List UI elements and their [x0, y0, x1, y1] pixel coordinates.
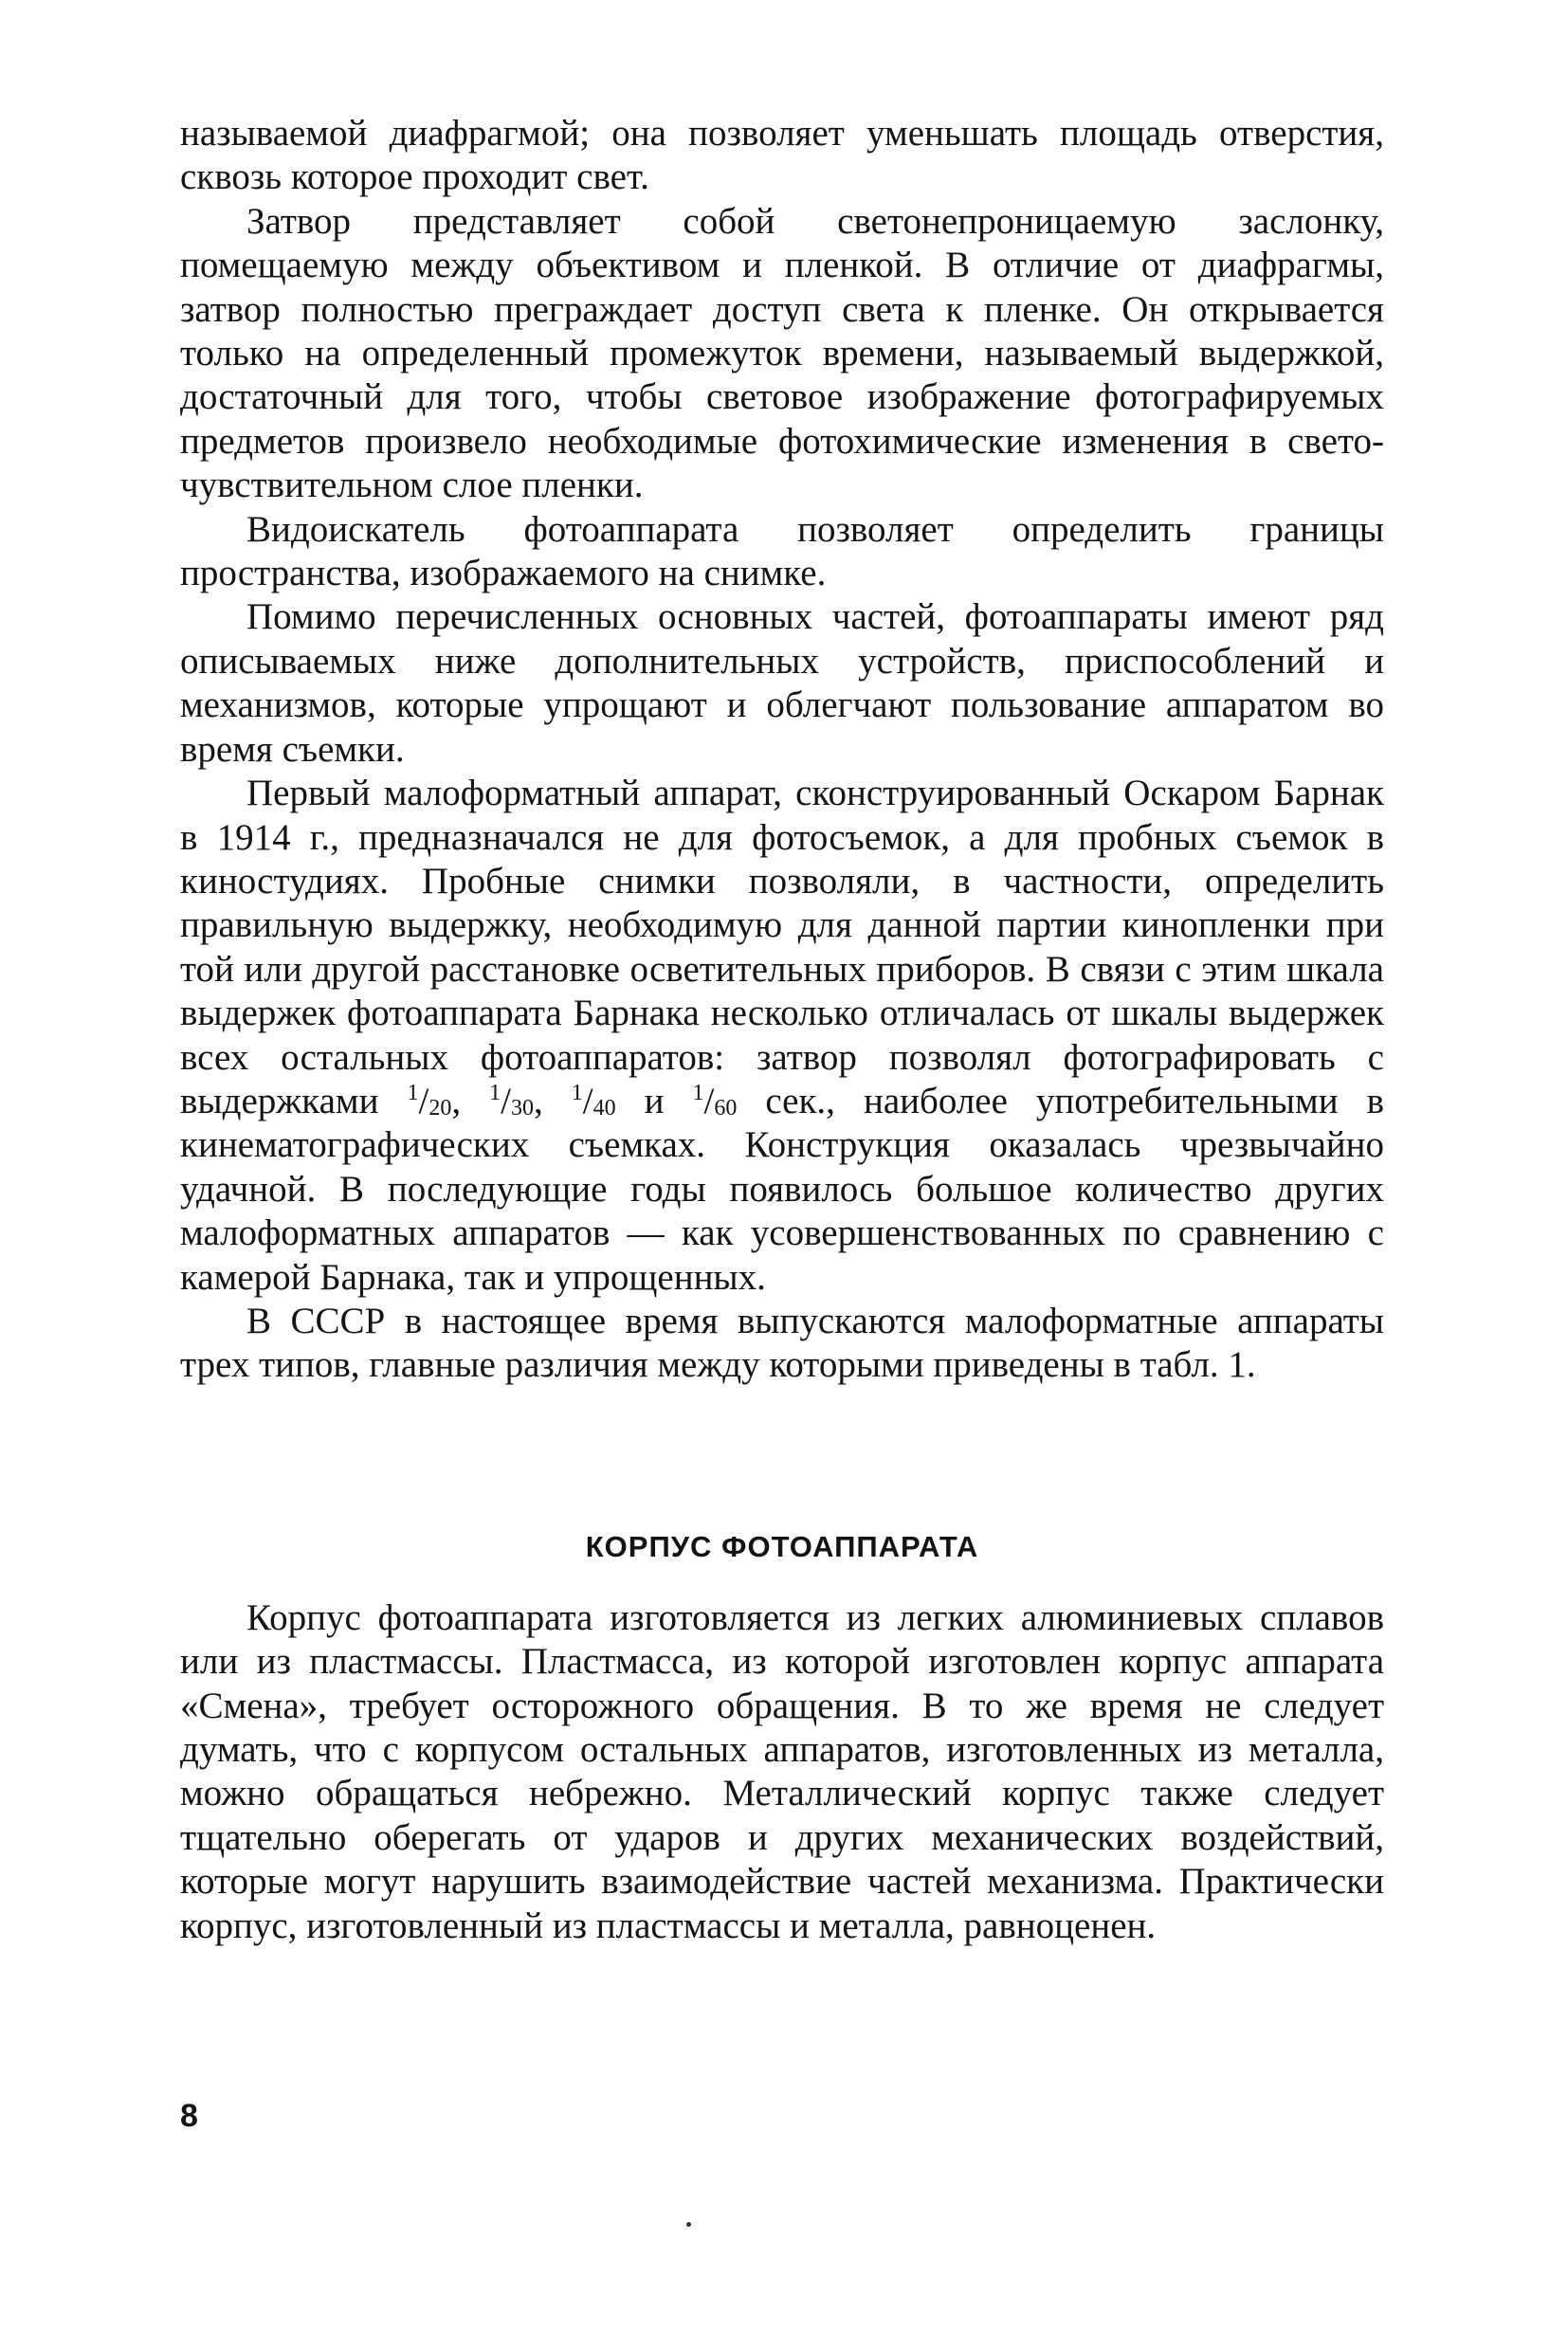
shutter-speed-1-60: $^1/_{60}$: [692, 1080, 738, 1121]
barnack-text-part-1: Первый малоформатный аппарат, сконструированный Оскаром Барнак в 1914 г., предназначался не для фотосъемок, а для пробных съемок в киностудиях. Пробные снимки позволяли, в частности, определить правильную выдержку, необходимую для данной партии кинопленки при той или другой расстановке осветительных приборов. В связи с этим шкала выдержек фотоаппарата Барнака несколько отличалась от шкалы выдержек всех остальных фотоаппаратов: затвор позволял фотографировать с выдержками: [180, 773, 1384, 1121]
shutter-speed-1-30: $^1/_{30}$: [489, 1080, 534, 1121]
print-speck: [686, 2222, 691, 2227]
paragraph-barnack-camera: Первый малоформатный аппарат, сконструированный Оскаром Барнак в 1914 г., предназначался не для фотосъемок, а для пробных съемок в киностудиях. Пробные снимки позволяли, в частности, определить правильную выдержку, необходимую для данной партии кинопленки при той или другой расстановке осветительных приборов. В связи с этим шкала выдержек фотоаппарата Барнака несколько отличалась от шкалы выдержек всех остальных фотоаппаратов: затвор позволял фотографировать с выдержками $^1/_{20}$, $^1/_{30}$, $^1/_{40}$ и $^1/_{60}$ сек., наиболее употребительными в кинематографических съемках. Конструкция оказалась чрезвычайно удачной. В последующие годы появилось большое количество других малоформатных аппаратов — как усовершенствованных по сравнению с камерой Барнака, так и упрощенных.: [180, 773, 1385, 1298]
page-body: [180, 112, 1384, 1948]
shutter-speed-1-20: $^1/_{20}$: [407, 1080, 452, 1121]
paragraph-shutter: Затвор представляет собой светонепроницаемую заслонку, помещаемую между объективом и пленкой. В отличие от диафрагмы, затвор полностью преграждает доступ света к пленке. Он открывается только на определенный промежуток времени, называемый выдержкой, достаточный для того, чтобы световое изображение фотографируемых предметов произвело необходимые фотохимические изменения в светочувствительном слое пленки.: [180, 200, 1384, 506]
barnack-text-part-2: сек., наиболее употребительными в кинематографических съемках. Конструкция оказалась чрезвычайно удачной. В последующие годы появилось большое количество других малоформатных аппаратов — как усовершенствованных по сравнению с камерой Барнака, так и упрощенных.: [180, 1080, 1385, 1298]
page-number: 8: [180, 2098, 198, 2134]
section-heading: КОРПУС ФОТОАППАРАТА: [585, 1529, 979, 1563]
paragraph-ussr-cameras: В СССР в настоящее время выпускаются малоформатные аппараты трех типов, главные различия между которыми приведены в табл. 1.: [180, 1300, 1384, 1386]
shutter-speed-1-40: $^1/_{40}$: [571, 1080, 616, 1121]
conjunction-and: и: [644, 1080, 665, 1121]
paragraph-camera-body: Корпус фотоаппарата изготовляется из легких алюминиевых сплавов или из пластмассы. Пластмасса, из которой изготовлен корпус аппарата «Смена», требует осторожного обращения. В то же время не следует думать, что с корпусом остальных аппаратов, изготовленных из металла, можно обращаться небрежно. Металлический корпус также следует тщательно оберегать от ударов и других механических воздействий, которые могут нарушить взаимодействие частей механизма. Практически корпус, изготовленный из пластмассы и металла, равноценен.: [180, 1596, 1384, 1946]
paragraph-viewfinder: Видоискатель фотоаппарата позволяет определить границы пространства, изображаемого на снимке.: [180, 508, 1384, 594]
paragraph-diaphragm-end: называемой диафрагмой; она позволяет уменьшать площадь отверстия, сквозь которое проходит свет.: [180, 113, 1384, 198]
paragraph-additional-devices: Помимо перечисленных основных частей, фотоаппараты имеют ряд описываемых ниже дополнительных устройств, приспособлений и механизмов, которые упрощают и облегчают пользование аппаратом во время съемки.: [180, 596, 1384, 770]
